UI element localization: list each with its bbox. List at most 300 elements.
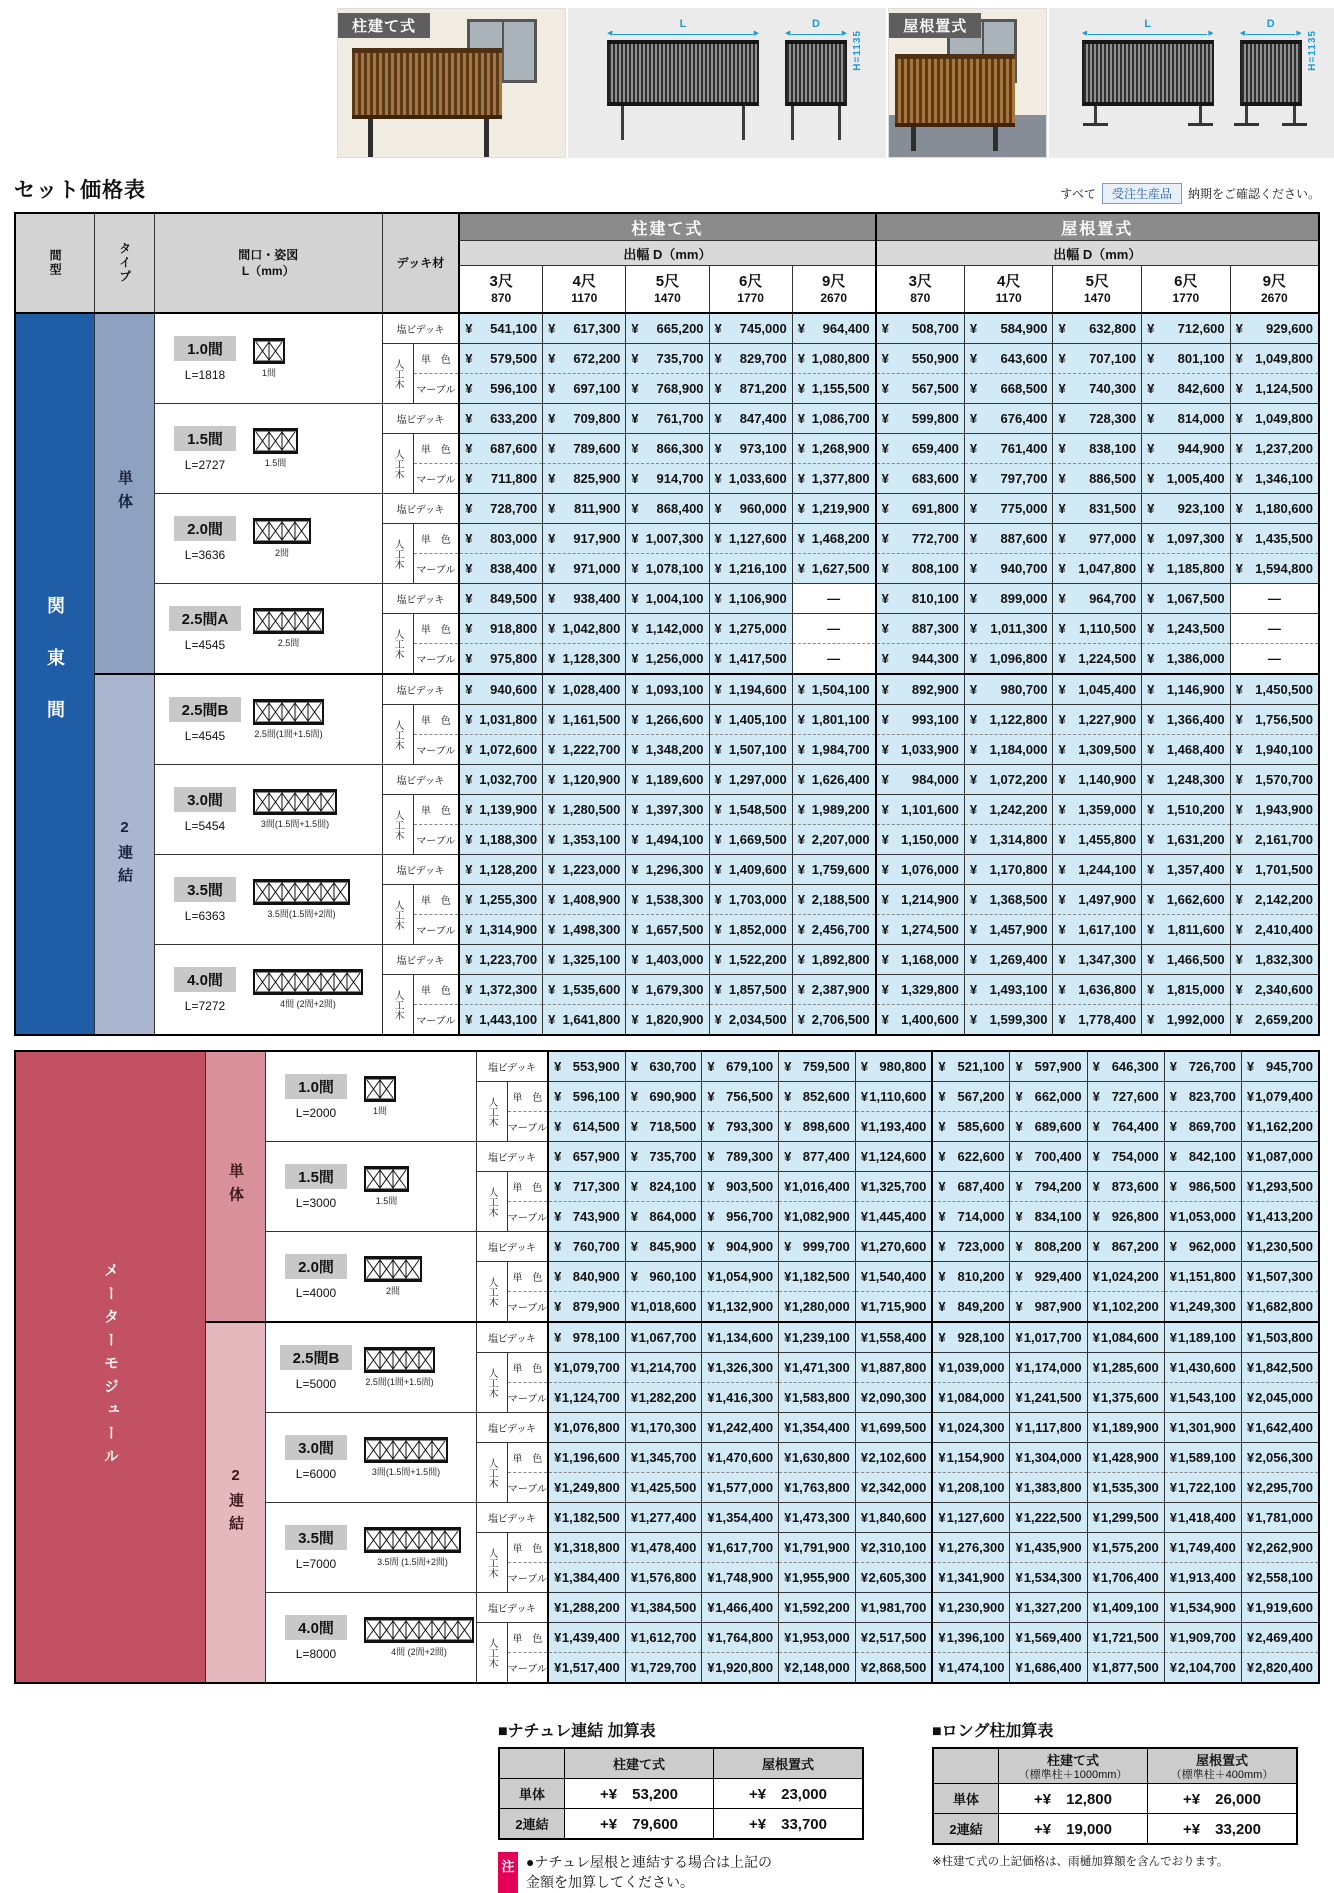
price-cell: — [1230,614,1319,644]
price-cell: ¥ 759,500 [779,1051,856,1082]
price-cell: ¥ 1,457,900 [964,915,1053,945]
price-cell: ¥ 877,400 [779,1142,856,1172]
deck-label: 塩ビデッキ [382,584,459,614]
price-cell: ¥ 726,700 [1164,1051,1241,1082]
price-cell: ¥ 1,296,300 [626,855,709,885]
deck-label: 単 色 [507,1082,548,1112]
span-caption: 3間(1.5間+1.5間) [371,1467,441,1477]
price-cell: ¥ 597,900 [1010,1051,1087,1082]
price-cell: ¥ 789,600 [543,434,626,464]
price-cell: ¥ 840,900 [548,1262,625,1292]
price-cell: ¥ 2,410,400 [1230,915,1319,945]
price-cell: ¥ 1,154,900 [932,1443,1010,1473]
price-cell: ¥ 1,703,000 [709,885,792,915]
price-cell: ¥ 1,397,300 [626,795,709,825]
deck-label: 単 色 [507,1172,548,1202]
price-cell: ¥ 1,538,300 [626,885,709,915]
price-cell: ¥ 1,354,400 [779,1413,856,1443]
dim-arrow: ◀ ▶ [785,30,848,37]
col-header-size: 3尺 870 [876,266,965,314]
price-cell: ¥ 541,100 [459,313,542,344]
price-cell: ¥ 1,887,800 [855,1353,932,1383]
price-cell: ¥ 1,510,200 [1142,795,1231,825]
price-cell: ¥ 1,583,800 [779,1383,856,1413]
price-cell: ¥ 2,056,300 [1241,1443,1319,1473]
dim-label-D: D [1266,18,1275,30]
deck-label: マーブル [507,1202,548,1232]
price-cell: ¥ 2,387,900 [792,975,875,1005]
price-cell: ¥ 1,208,100 [932,1473,1010,1503]
fence-legs [621,106,746,140]
col-header-size: 6尺 1770 [709,266,792,314]
price-cell: ¥ 1,162,200 [1241,1112,1319,1142]
dim-arrow: ◀ ▶ [1081,30,1214,37]
price-cell: ¥ 1,636,800 [1053,975,1142,1005]
price-cell: ¥ 1,067,700 [625,1322,702,1353]
deck-material-label: 人工木 [476,1172,507,1232]
dim-label-L: L [679,18,687,30]
price-cell: ¥ 1,017,700 [1010,1322,1087,1353]
price-cell: ¥ 633,200 [459,404,542,434]
deck-label: マーブル [413,374,459,404]
price-cell: ¥ 917,900 [543,524,626,554]
price-cell: ¥ 1,669,500 [709,825,792,855]
price-cell: ¥ 1,341,900 [932,1563,1010,1593]
price-cell: ¥ 1,522,200 [709,945,792,975]
price-cell: ¥ 864,000 [625,1202,702,1232]
price-cell: ¥ 1,239,100 [779,1322,856,1353]
price-cell: ¥ 1,054,900 [702,1262,779,1292]
price-cell: ¥ 1,011,300 [964,614,1053,644]
price-cell: ¥ 928,100 [932,1322,1010,1353]
span-label: 2.5間A [169,606,242,631]
price-cell: ¥ 1,318,800 [548,1533,625,1563]
price-cell: ¥ 567,200 [932,1082,1010,1112]
price-cell: ¥ 1,280,500 [543,795,626,825]
price-cell: ¥ 1,721,500 [1087,1623,1164,1653]
price-cell: ¥ 1,984,700 [792,735,875,765]
price-cell: ¥ 717,300 [548,1172,625,1202]
price-cell: ¥ 1,189,600 [626,765,709,795]
price-cell: ¥ 1,940,100 [1230,735,1319,765]
col-header-roof-type: 屋根置式 [876,213,1319,241]
add-table-value: +¥ 23,000 [714,1779,864,1809]
deck-label: マーブル [413,915,459,945]
span-caption: 4間 (2間+2間) [391,1647,447,1657]
price-cell: ¥ 1,182,500 [779,1262,856,1292]
col-header-type: タイプ [95,213,155,313]
addition-tables [498,1718,1334,1893]
price-cell: ¥ 1,189,100 [1164,1322,1241,1353]
price-cell: — [1230,644,1319,675]
price-cell: ¥ 1,255,300 [459,885,542,915]
price-cell: ¥ 1,468,200 [792,524,875,554]
price-cell: ¥ 1,128,200 [459,855,542,885]
price-cell: ¥ 1,122,800 [964,705,1053,735]
span-cell [266,1051,477,1142]
price-cell: ¥ 567,500 [876,374,965,404]
price-cell: ¥ 1,275,000 [709,614,792,644]
deck-label: マーブル [507,1292,548,1323]
long-post-add-block [932,1718,1298,1893]
deck-label: マーブル [413,1005,459,1036]
price-cell: ¥ 1,801,100 [792,705,875,735]
price-cell: ¥ 1,106,900 [709,584,792,614]
deck-label: 塩ビデッキ [476,1051,548,1082]
price-cell: ¥ 1,142,000 [626,614,709,644]
add-table-corner [933,1748,999,1784]
deck-material-label: 人工木 [476,1443,507,1503]
price-cell: ¥ 1,243,500 [1142,614,1231,644]
span-label: 3.0間 [285,1435,347,1460]
price-cell: ¥ 1,127,600 [709,524,792,554]
span-diagram [364,1166,409,1192]
price-cell: ¥ 764,400 [1087,1112,1164,1142]
span-cell [266,1593,477,1684]
fence-front-graphic [607,40,759,106]
price-cell: ¥ 1,047,800 [1053,554,1142,584]
price-cell: ¥ 2,207,000 [792,825,875,855]
col-header-size: 5尺 1470 [626,266,709,314]
price-cell: ¥ 1,428,900 [1087,1443,1164,1473]
price-cell: ¥ 1,024,300 [932,1413,1010,1443]
price-cell: ¥ 743,900 [548,1202,625,1232]
price-cell: ¥ 632,800 [1053,313,1142,344]
price-cell: ¥ 1,471,300 [779,1353,856,1383]
price-cell: ¥ 1,196,600 [548,1443,625,1473]
add-table-col-header: 柱建て式 [565,1748,714,1779]
fence-legs [1094,106,1202,126]
price-cell: ¥ 1,184,000 [964,735,1053,765]
price-cell: ¥ 553,900 [548,1051,625,1082]
price-cell: ¥ 1,729,700 [625,1653,702,1684]
price-cell: ¥ 984,000 [876,765,965,795]
dim-arrow: ◀ ▶ [1239,30,1302,37]
price-cell: ¥ 797,700 [964,464,1053,494]
span-length: L=7000 [295,1556,337,1571]
price-cell: ¥ 657,900 [548,1142,625,1172]
price-cell: ¥ 1,493,100 [964,975,1053,1005]
price-cell: ¥ 903,500 [702,1172,779,1202]
deck-label: 単 色 [413,614,459,644]
span-caption: 1.5間 [375,1196,398,1206]
price-cell: ¥ 1,309,500 [1053,735,1142,765]
price-cell: ¥ 1,791,900 [779,1533,856,1563]
price-cell: ¥ 1,383,800 [1010,1473,1087,1503]
price-cell: ¥ 1,185,800 [1142,554,1231,584]
price-cell: ¥ 2,517,500 [855,1623,932,1653]
deck-label: 単 色 [413,975,459,1005]
price-cell: ¥ 1,543,100 [1164,1383,1241,1413]
price-cell: ¥ 1,503,800 [1241,1322,1319,1353]
span-cell [155,674,383,765]
span-label: 2.0間 [174,516,236,541]
span-label: 1.5間 [285,1164,347,1189]
span-cell [155,855,383,945]
price-cell: ¥ 1,749,400 [1164,1533,1241,1563]
price-cell: ¥ 845,900 [625,1232,702,1262]
price-cell: ¥ 1,189,900 [1087,1413,1164,1443]
price-cell: ¥ 1,439,400 [548,1623,625,1653]
price-cell: ¥ 1,242,200 [964,795,1053,825]
price-cell: ¥ 1,304,000 [1010,1443,1087,1473]
price-cell: ¥ 1,237,200 [1230,434,1319,464]
span-caption: 2.5間(1間+1.5間) [254,729,323,739]
price-cell: ¥ 1,082,900 [779,1202,856,1232]
front-view-diagram [607,18,759,140]
price-cell: ¥ 886,500 [1053,464,1142,494]
price-cell: ¥ 1,435,500 [1230,524,1319,554]
price-cell: ¥ 1,016,400 [779,1172,856,1202]
price-cell: ¥ 1,274,500 [876,915,965,945]
price-cell: ¥ 1,641,800 [543,1005,626,1036]
price-cell: ¥ 662,000 [1010,1082,1087,1112]
add-table-row-label: 単体 [933,1784,999,1814]
price-cell: — [1230,584,1319,614]
price-cell: ¥ 1,534,900 [1164,1593,1241,1623]
span-diagram [364,1076,396,1102]
price-cell: ¥ 1,117,800 [1010,1413,1087,1443]
price-cell: ¥ 1,617,100 [1053,915,1142,945]
price-cell: ¥ 2,469,400 [1241,1623,1319,1653]
price-cell: ¥ 1,548,500 [709,795,792,825]
price-cell: ¥ 508,700 [876,313,965,344]
price-cell: ¥ 1,174,000 [1010,1353,1087,1383]
price-cell: ¥ 1,248,300 [1142,765,1231,795]
deck-label: 塩ビデッキ [476,1413,548,1443]
deck-label: マーブル [413,644,459,675]
dim-label-D: D [812,18,820,30]
add-table-col-header: 柱建て式 （標準柱＋1000mm） [999,1748,1148,1784]
price-cell: ¥ 728,700 [459,494,542,524]
price-cell: ¥ 810,200 [932,1262,1010,1292]
price-cell: ¥ 810,100 [876,584,965,614]
price-cell: ¥ 1,277,400 [625,1503,702,1533]
price-cell: ¥ 1,953,000 [779,1623,856,1653]
price-cell: ¥ 1,474,100 [932,1653,1010,1684]
col-header-size: 3尺 870 [459,266,542,314]
price-cell: ¥ 521,100 [932,1051,1010,1082]
price-cell: ¥ 1,400,600 [876,1005,965,1036]
section-label: メーターモジュール [15,1051,206,1683]
price-cell: ¥ 1,170,300 [625,1413,702,1443]
type-label: 2連結 [95,674,155,1035]
deck-label: 塩ビデッキ [382,313,459,344]
price-cell: ¥ 824,100 [625,1172,702,1202]
price-cell: ¥ 1,497,900 [1053,885,1142,915]
price-cell: ¥ 1,409,600 [709,855,792,885]
price-cell: ¥ 1,372,300 [459,975,542,1005]
price-cell: ¥ 1,576,800 [625,1563,702,1593]
price-cell: ¥ 1,627,500 [792,554,875,584]
dim-label-H: H=1135 [1306,30,1318,71]
price-cell: ¥ 1,049,800 [1230,344,1319,374]
price-cell: ¥ 869,700 [1164,1112,1241,1142]
price-cell: ¥ 1,134,600 [702,1322,779,1353]
price-cell: ¥ 1,599,300 [964,1005,1053,1036]
price-cell: ¥ 622,600 [932,1142,1010,1172]
price-cell: ¥ 944,900 [1142,434,1231,464]
price-cell: ¥ 1,377,800 [792,464,875,494]
price-cell: ¥ 727,600 [1087,1082,1164,1112]
price-cell: ¥ 723,000 [932,1232,1010,1262]
add-table-value: +¥ 26,000 [1148,1784,1298,1814]
page-title: セット価格表 [14,179,146,202]
price-cell: ¥ 1,756,500 [1230,705,1319,735]
price-cell: ¥ 825,900 [543,464,626,494]
price-cell: ¥ 596,100 [548,1082,625,1112]
price-cell: ¥ 1,168,000 [876,945,965,975]
price-cell: ¥ 709,800 [543,404,626,434]
span-length: L=5454 [184,818,226,833]
type-label: 単体 [95,313,155,674]
dim-label-L: L [1144,18,1152,30]
title-row [14,174,1320,204]
price-cell: ¥ 1,242,400 [702,1413,779,1443]
price-cell: ¥ 1,282,200 [625,1383,702,1413]
price-cell: ¥ 659,400 [876,434,965,464]
span-length: L=2000 [295,1105,337,1120]
price-cell: ¥ 1,626,400 [792,765,875,795]
price-cell: ¥ 1,662,600 [1142,885,1231,915]
span-diagram [364,1617,474,1643]
price-cell: ¥ 1,405,100 [709,705,792,735]
deck-label: 塩ビデッキ [476,1593,548,1623]
add-table-value: +¥ 79,600 [565,1809,714,1840]
price-cell: ¥ 823,700 [1164,1082,1241,1112]
price-cell: ¥ 1,018,600 [625,1292,702,1323]
price-cell: ¥ 1,425,500 [625,1473,702,1503]
price-cell: ¥ 923,100 [1142,494,1231,524]
price-cell: ¥ 838,100 [1053,434,1142,464]
span-length: L=6000 [295,1466,337,1481]
price-cell: ¥ 1,219,900 [792,494,875,524]
price-cell: ¥ 940,700 [964,554,1053,584]
price-cell: ¥ 1,268,900 [792,434,875,464]
photo-roof-type [888,8,1047,158]
price-cell: ¥ 1,146,900 [1142,674,1231,705]
price-cell: ¥ 842,100 [1164,1142,1241,1172]
price-cell: ¥ 1,140,900 [1053,765,1142,795]
price-cell: ¥ 1,466,500 [1142,945,1231,975]
price-cell: ¥ 803,000 [459,524,542,554]
price-cell: ¥ 1,558,400 [855,1322,932,1353]
price-cell: ¥ 1,375,600 [1087,1383,1164,1413]
price-cell: ¥ 1,892,800 [792,945,875,975]
deck-label: マーブル [413,464,459,494]
price-cell: ¥ 1,443,100 [459,1005,542,1036]
order-note-suffix: 納期をご確認ください。 [1187,187,1320,201]
price-cell: ¥ 973,100 [709,434,792,464]
price-cell: ¥ 1,913,400 [1164,1563,1241,1593]
deck-label: マーブル [507,1653,548,1684]
price-cell: ¥ 745,000 [709,313,792,344]
price-cell: ¥ 679,100 [702,1051,779,1082]
span-caption: 1間 [372,1106,387,1116]
deck-label: 塩ビデッキ [476,1322,548,1353]
price-cell: ¥ 2,102,600 [855,1443,932,1473]
span-diagram [253,879,350,905]
price-cell: ¥ 987,900 [1010,1292,1087,1323]
order-note-prefix: すべて [1060,187,1096,201]
nachure-add-block [498,1718,864,1893]
span-cell [155,313,383,404]
price-cell: ¥ 1,535,300 [1087,1473,1164,1503]
price-cell: ¥ 2,034,500 [709,1005,792,1036]
price-cell: ¥ 1,575,200 [1087,1533,1164,1563]
price-cell: ¥ 1,216,100 [709,554,792,584]
price-cell: ¥ 1,507,300 [1241,1262,1319,1292]
price-cell: ¥ 1,919,600 [1241,1593,1319,1623]
price-cell: ¥ 1,409,100 [1087,1593,1164,1623]
price-cell: ¥ 1,072,200 [964,765,1053,795]
price-cell: ¥ 1,570,700 [1230,765,1319,795]
side-view-diagram [1239,18,1318,126]
price-cell: ¥ 945,700 [1241,1051,1319,1082]
price-cell: ¥ 1,249,300 [1164,1292,1241,1323]
price-cell: ¥ 1,224,500 [1053,644,1142,675]
price-cell: ¥ 1,820,900 [626,1005,709,1036]
price-cell: ¥ 914,700 [626,464,709,494]
deck-label: 塩ビデッキ [382,404,459,434]
price-cell: ¥ 960,000 [709,494,792,524]
span-cell [266,1322,477,1413]
price-cell: ¥ 1,093,100 [626,674,709,705]
price-cell: ¥ 794,200 [1010,1172,1087,1202]
span-caption: 2間 [274,548,289,558]
fence-side-graphic [1240,40,1302,106]
add-table-value: +¥ 19,000 [999,1814,1148,1845]
col-header-pillar-type: 柱建て式 [459,213,875,241]
price-cell: ¥ 842,600 [1142,374,1231,404]
span-diagram [253,428,298,454]
price-cell: ¥ 1,589,100 [1164,1443,1241,1473]
price-cell: ¥ 1,325,100 [543,945,626,975]
price-cell: ¥ 808,100 [876,554,965,584]
price-cell: ¥ 2,142,200 [1230,885,1319,915]
price-cell: ¥ 1,909,700 [1164,1623,1241,1653]
price-cell: ¥ 1,049,800 [1230,404,1319,434]
price-cell: ¥ 1,417,500 [709,644,792,675]
price-cell: ¥ 2,148,000 [779,1653,856,1684]
span-diagram [364,1527,461,1553]
price-cell: ¥ 829,700 [709,344,792,374]
post-graphic [993,123,998,151]
add-table-value: +¥ 33,700 [714,1809,864,1840]
price-cell: ¥ 1,128,300 [543,644,626,675]
price-cell: ¥ 1,024,200 [1087,1262,1164,1292]
type-label: 2連結 [206,1322,266,1683]
price-cell: ¥ 2,045,000 [1241,1383,1319,1413]
price-cell: ¥ 584,900 [964,313,1053,344]
price-cell: ¥ 754,000 [1087,1142,1164,1172]
price-cell: ¥ 1,072,600 [459,735,542,765]
price-cell: ¥ 1,067,500 [1142,584,1231,614]
price-cell: ¥ 1,577,000 [702,1473,779,1503]
price-cell: ¥ 707,100 [1053,344,1142,374]
span-caption: 2.5間(1間+1.5間) [365,1377,434,1387]
col-header-matype: 間型 [15,213,95,313]
price-cell: ¥ 1,981,700 [855,1593,932,1623]
price-cell: ¥ 1,470,600 [702,1443,779,1473]
price-cell: ¥ 1,955,900 [779,1563,856,1593]
price-cell: ¥ 1,348,200 [626,735,709,765]
deck-label: 単 色 [413,705,459,735]
deck-label: 塩ビデッキ [476,1232,548,1262]
price-cell: ¥ 1,504,100 [792,674,875,705]
price-cell: ¥ 1,230,500 [1241,1232,1319,1262]
span-cell [155,945,383,1036]
